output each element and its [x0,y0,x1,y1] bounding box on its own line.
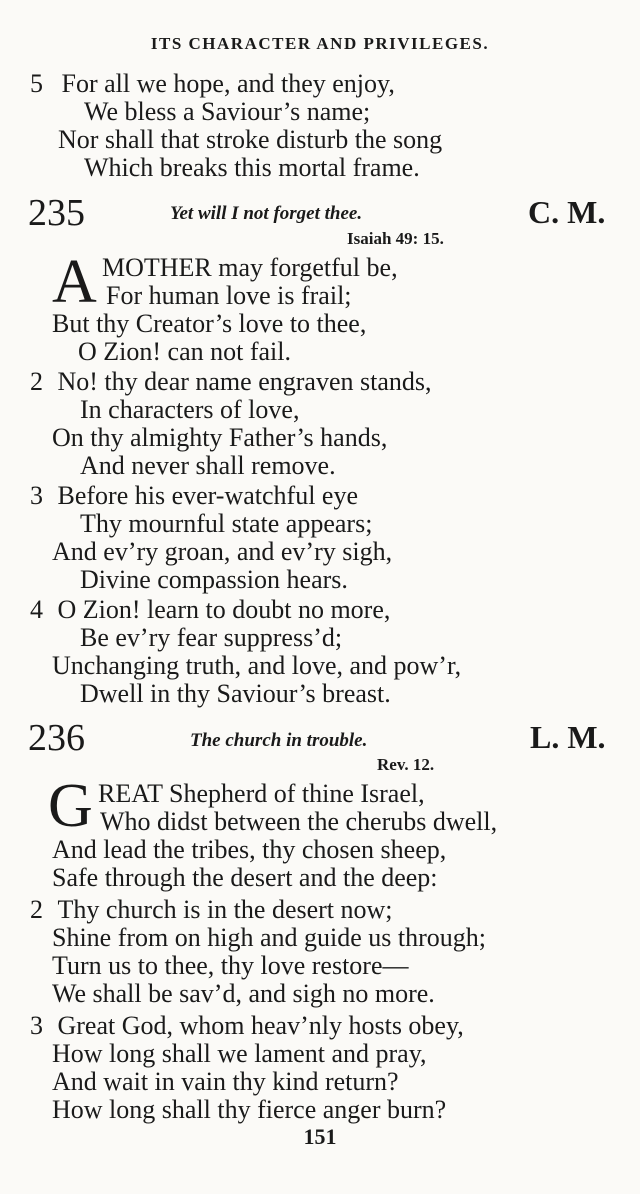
verse-line [30,482,358,510]
scripture-reference: Rev. 12. [377,755,435,774]
verse-number: 2 [30,895,43,924]
verse-number: 5 [30,69,43,98]
drop-cap: A [52,248,97,316]
verse-line: Safe through the desert and the deep: [52,863,438,892]
verse-line: Which breaks this mortal frame. [84,153,420,182]
verse-line: How long shall thy fierce anger burn? [52,1095,447,1124]
verse-line [30,1012,464,1040]
hymn-number: 236 [28,717,85,759]
verse-line: MOTHER may forgetful be, [102,253,398,282]
verse-line: And lead the tribes, thy chosen sheep, [52,835,447,864]
verse-line: On thy almighty Father’s hands, [52,423,388,452]
verse-text: No! thy dear name engraven stands, [57,367,432,396]
running-header: ITS CHARACTER AND PRIVILEGES. [150,34,490,53]
verse-line [30,368,431,396]
verse-line: Be ev’ry fear suppress’d; [80,623,343,652]
verse-text: Thy church is in the desert now; [57,895,393,924]
verse-line: And never shall remove. [80,451,336,480]
verse-number: 3 [30,1011,43,1040]
hymn-title: The church in trouble. [190,730,368,751]
verse-line: We bless a Saviour’s name; [84,97,371,126]
verse-text: For all we hope, and they enjoy, [61,69,395,98]
verse-text: Great God, whom heav’nly hosts obey, [57,1011,464,1040]
verse-line: Nor shall that stroke disturb the song [58,125,443,154]
verse-line: Shine from on high and guide us through; [52,923,487,952]
verse-line: And ev’ry groan, and ev’ry sigh, [52,537,393,566]
verse-line: Dwell in thy Saviour’s breast. [80,679,391,708]
verse-number: 2 [30,367,43,396]
verse-line: Divine compassion hears. [80,565,348,594]
verse-line: REAT Shepherd of thine Israel, [98,779,425,808]
page-number: 151 [303,1124,337,1149]
verse-line: Turn us to thee, thy love restore— [52,951,409,980]
verse-text: Before his ever-watchful eye [57,481,358,510]
verse-number: 3 [30,481,43,510]
verse-line: O Zion! can not fail. [78,337,291,366]
verse-line: Unchanging truth, and love, and pow’r, [52,651,462,680]
verse-line [30,70,395,98]
verse-text: O Zion! learn to doubt no more, [57,595,391,624]
scripture-reference: Isaiah 49: 15. [347,229,444,248]
drop-cap: G [48,772,93,840]
verse-line: How long shall we lament and pray, [52,1039,427,1068]
hymn-meter: L. M. [530,719,606,755]
hymn-title: Yet will I not forget thee. [170,203,363,224]
verse-number: 4 [30,595,43,624]
verse-line [30,896,393,924]
verse-line: But thy Creator’s love to thee, [52,309,367,338]
verse-line: Thy mournful state appears; [80,509,373,538]
hymn-number: 235 [28,192,85,234]
verse-line: For human love is frail; [106,281,352,310]
hymn-meter: C. M. [528,194,606,230]
verse-line [30,596,390,624]
verse-line: In characters of love, [80,395,300,424]
verse-line: We shall be sav’d, and sigh no more. [52,979,435,1008]
verse-line: And wait in vain thy kind return? [52,1067,399,1096]
verse-line: Who didst between the cherubs dwell, [100,807,498,836]
